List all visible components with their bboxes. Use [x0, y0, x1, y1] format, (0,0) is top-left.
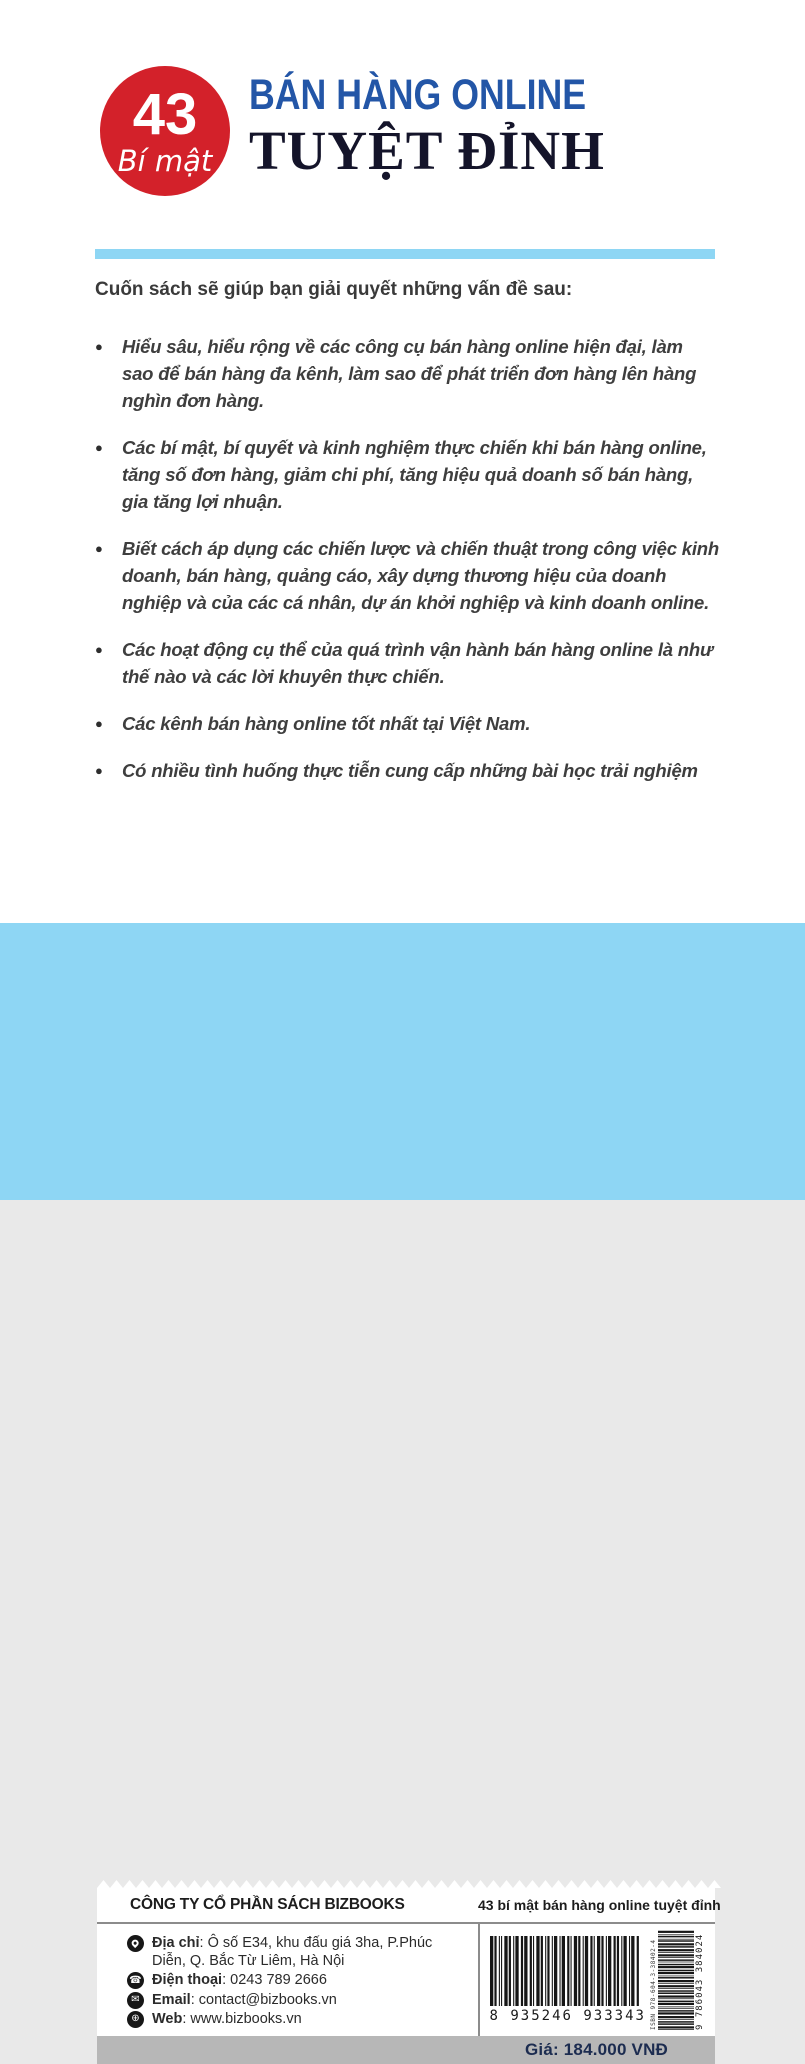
- bullet-icon: ●: [95, 541, 103, 556]
- phone-row: [127, 1971, 464, 1989]
- benefits-list: [95, 333, 719, 784]
- card-book-title: 43 bí mật bán hàng online tuyệt đỉnh: [478, 1897, 721, 1913]
- blue-divider-bar: [95, 249, 715, 259]
- list-item: [95, 710, 719, 737]
- book-title-line1: BÁN HÀNG ONLINE: [249, 71, 587, 119]
- globe-icon: ⊕: [127, 2011, 144, 2028]
- bullet-icon: ●: [95, 339, 103, 354]
- list-item: [95, 636, 719, 690]
- company-name: CÔNG TY CỔ PHẦN SÁCH BIZBOOKS: [130, 1896, 405, 1913]
- isbn-barcode: [650, 1930, 706, 2030]
- footer-section: [0, 923, 805, 2059]
- address-text: Địa chỉ : Ô số E34, khu đấu giá 3ha, P.Phúc Diễn, Q. Bắc Từ Liêm, Hà Nội: [152, 1934, 464, 1970]
- address-row: [127, 1934, 464, 1970]
- email-row: [127, 1991, 464, 2009]
- ean-barcode-bars: [490, 1936, 655, 2006]
- contact-info: [97, 1924, 478, 2036]
- list-item: [95, 535, 719, 616]
- web-row: [127, 2010, 464, 2028]
- bullet-icon: ●: [95, 642, 103, 657]
- list-item-text: Biết cách áp dụng các chiến lược và chiến thuật trong công việc kinh doanh, bán hàng, quảng cáo, xây dựng thương hiệu của doanh nghiệp và của các cá nhân, dự án khởi nghiệp và kinh doanh online.: [122, 538, 719, 613]
- list-item-text: Các bí mật, bí quyết và kinh nghiệm thực chiến khi bán hàng online, tăng số đơn hàng, giảm chi phí, tăng hiệu quả doanh số bán hàng, gia tăng lợi nhuận.: [122, 437, 707, 512]
- bullet-icon: ●: [95, 440, 103, 455]
- badge-number: 43: [132, 82, 198, 148]
- intro-text: Cuốn sách sẽ giúp bạn giải quyết những vấn đề sau:: [95, 279, 573, 300]
- bullet-icon: ●: [95, 716, 103, 731]
- phone-text: Điện thoại : 0243 789 2666: [152, 1971, 464, 1989]
- list-item: [95, 434, 719, 515]
- email-icon: ✉: [127, 1992, 144, 2009]
- ean-barcode-digits: 8 935246 933343: [489, 2008, 646, 2024]
- book-title-line2: TUYỆT ĐỈNH: [249, 120, 605, 181]
- location-pin-icon: [127, 1935, 144, 1952]
- bullet-icon: ●: [95, 763, 103, 778]
- list-item-text: Các hoạt động cụ thể của quá trình vận hành bán hàng online là như thế nào và các lời khuyên thực chiến.: [122, 639, 714, 687]
- web-text: Web : www.bizbooks.vn: [152, 2010, 464, 2028]
- list-item-text: Có nhiều tình huống thực tiễn cung cấp những bài học trải nghiệm: [122, 760, 698, 781]
- isbn-digits: 9 786043 384024: [694, 1933, 705, 2030]
- email-text: Email : contact@bizbooks.vn: [152, 1991, 464, 2009]
- list-item: [95, 333, 719, 414]
- secrets-count-badge: [100, 66, 230, 196]
- list-item: [95, 757, 719, 784]
- list-item-text: Hiểu sâu, hiểu rộng về các công cụ bán hàng online hiện đại, làm sao để bán hàng đa kênh, làm sao để phát triển đơn hàng lên hàng nghìn đơn hàng.: [122, 336, 697, 411]
- publisher-card: [97, 1880, 721, 2064]
- price-text: Giá: 184.000 VNĐ: [524, 2040, 669, 2059]
- perforated-edge: [97, 1880, 715, 1888]
- list-item-text: Các kênh bán hàng online tốt nhất tại Việt Nam.: [122, 713, 531, 734]
- price-strip: [97, 2036, 715, 2064]
- barcode-area: [478, 1924, 715, 2036]
- ean-barcode: [489, 1936, 646, 2024]
- isbn-barcode-bars: [658, 1956, 694, 2030]
- isbn-label: ISBN 978-604-3-38402-4: [649, 1939, 657, 2030]
- book-title: [249, 71, 655, 181]
- badge-label: Bí mật: [117, 144, 213, 179]
- card-header: [97, 1888, 721, 1924]
- phone-icon: ☎: [127, 1972, 144, 1989]
